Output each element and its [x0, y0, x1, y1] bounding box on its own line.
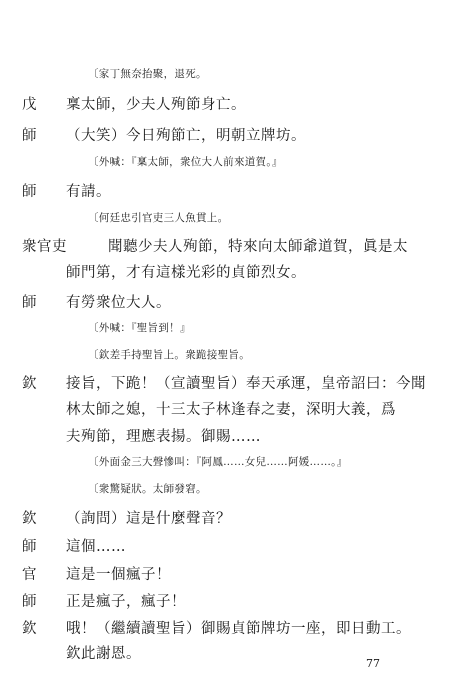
- speech-text: 有勞衆位大人。: [66, 295, 171, 311]
- speaker-label: 師: [22, 594, 37, 610]
- speech-continuation: 夫殉節，理應表揚。御賜……: [66, 429, 261, 445]
- direction-line: 〔外喊：『聖旨到！』: [88, 322, 191, 334]
- speech-text: 有請。: [66, 184, 111, 200]
- speaker-label: 衆官吏: [22, 239, 67, 255]
- speaker-label: 師: [22, 128, 37, 144]
- speaker-label: 師: [22, 184, 37, 200]
- speaker-label: 官: [22, 567, 37, 583]
- direction-line: 〔衆驚疑狀。太師發窘。: [88, 483, 207, 495]
- direction-line: 〔何廷忠引官吏三人魚貫上。: [88, 212, 229, 224]
- page-number: 77: [366, 657, 380, 670]
- speech-text: 這是一個瘋子！: [66, 567, 171, 583]
- speech-text: 哦！（繼續讀聖旨）御賜貞節牌坊一座，即日動工。: [66, 621, 411, 637]
- direction-line: 〔外面金三大聲慘叫：『阿鳳……女兒……阿媛……。』: [88, 456, 348, 468]
- speaker-label: 戊: [22, 97, 37, 113]
- speech-text: 這個……: [66, 539, 126, 555]
- speech-text: （詢問）這是什麼聲音？: [66, 511, 231, 527]
- speech-text: （大笑）今日殉節亡，明朝立牌坊。: [66, 128, 306, 144]
- speech-continuation: 林太師之媳，十三太子林逢春之妻，深明大義，爲: [66, 402, 396, 418]
- speaker-label: 師: [22, 295, 37, 311]
- speech-text: 聞聽少夫人殉節，特來向太師爺道賀，眞是太: [108, 239, 408, 255]
- speech-text: 正是瘋子，瘋子！: [66, 594, 186, 610]
- direction-line: 〔欽差手持聖旨上。衆跪接聖旨。: [88, 349, 250, 361]
- speaker-label: 欽: [22, 621, 37, 637]
- speech-continuation: 欽此謝恩。: [66, 646, 141, 662]
- speaker-label: 欽: [22, 511, 37, 527]
- direction-line: 〔家丁無奈抬聚，退死。: [88, 68, 207, 80]
- speech-text: 接旨，下跪！（宣讀聖旨）奉天承運，皇帝詔曰：今聞: [66, 376, 426, 392]
- speech-continuation: 師門第，才有這樣光彩的貞節烈女。: [66, 265, 306, 281]
- speaker-label: 欽: [22, 376, 37, 392]
- direction-line: 〔外喊：『稟太師，衆位大人前來道賀。』: [88, 156, 283, 168]
- speech-text: 稟太師，少夫人殉節身亡。: [66, 97, 246, 113]
- speaker-label: 師: [22, 539, 37, 555]
